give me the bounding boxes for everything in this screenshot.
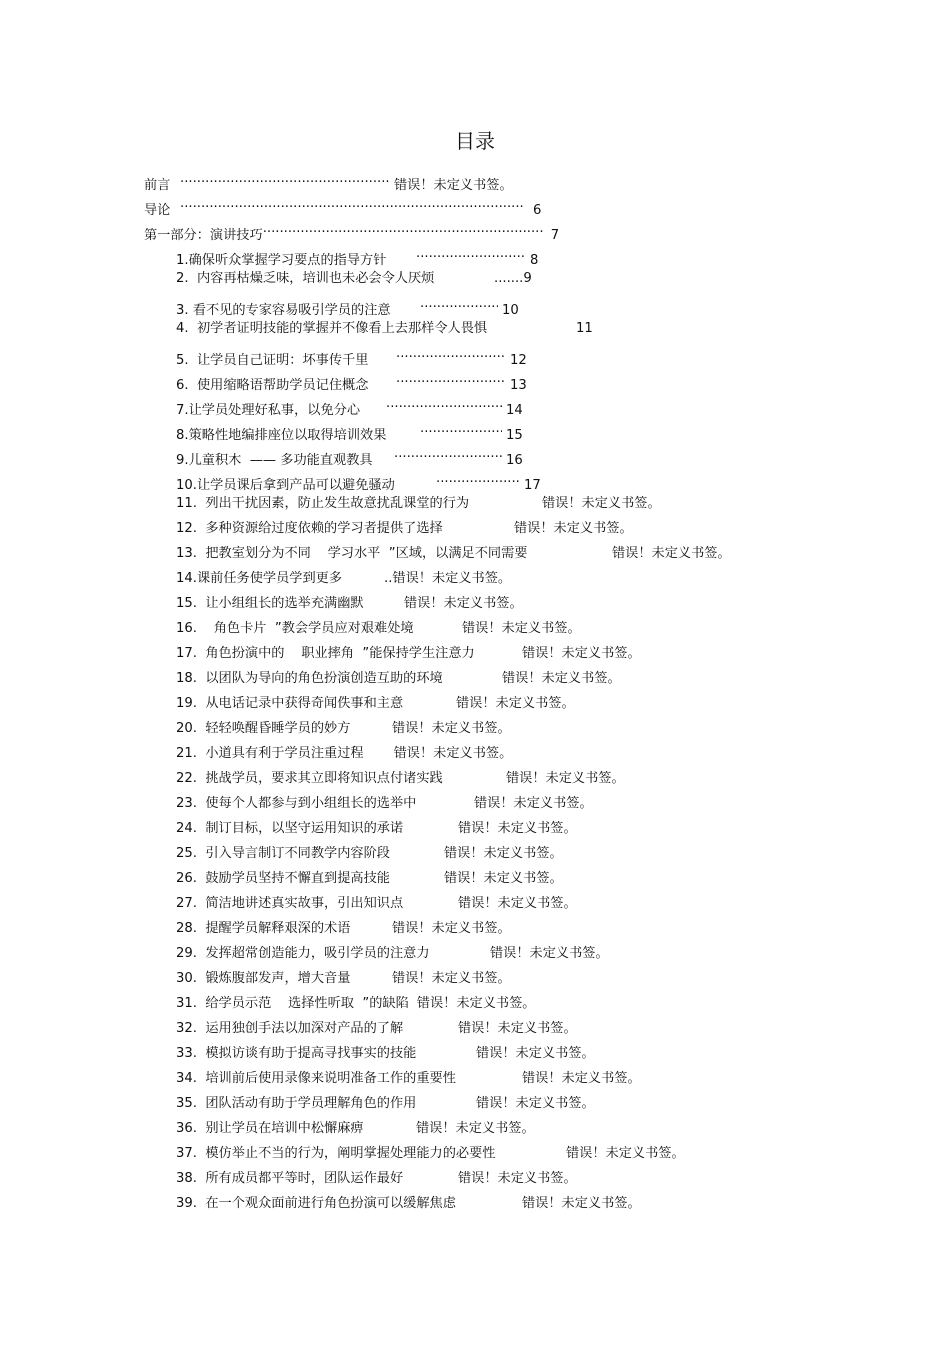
toc-leader-dots xyxy=(180,194,525,214)
toc-leader-dots xyxy=(436,469,520,489)
toc-entry-page: 错误！未定义书签。 xyxy=(416,996,536,1011)
toc-leader-dots xyxy=(396,344,506,364)
toc-entry[interactable] xyxy=(176,769,625,789)
toc-entry[interactable] xyxy=(176,669,621,689)
toc-entry-title: 28. 提醒学员解释艰深的术语 xyxy=(176,921,351,936)
toc-entry-page: 14 xyxy=(506,403,523,418)
toc-entry-title: 35. 团队活动有助于学员理解角色的作用 xyxy=(176,1096,417,1111)
toc-entry-page: 错误！未定义书签。 xyxy=(456,696,575,711)
toc-entry[interactable] xyxy=(176,969,511,989)
toc-entry[interactable] xyxy=(144,169,513,193)
toc-entry-title: 30. 锻炼腹部发声，增大音量 xyxy=(176,971,351,986)
toc-entry[interactable] xyxy=(176,319,593,339)
toc-entry-title: 39. 在一个观众面前进行角色扮演可以缓解焦虑 xyxy=(176,1196,456,1211)
toc-entry-title: 1.确保听众掌握学习要点的指导方针 xyxy=(176,253,387,268)
toc-entry-page: 11 xyxy=(576,321,593,336)
toc-entry-page: 错误！未定义书签。 xyxy=(612,546,731,561)
toc-entry-title: 前言 xyxy=(144,178,171,193)
toc-entry-page: 错误！未定义书签。 xyxy=(506,771,625,786)
toc-leader-dots xyxy=(416,244,526,264)
toc-entry[interactable] xyxy=(176,294,519,318)
toc-entry-title: 31. 给学员示范 选择性听取 ”的缺陷 xyxy=(176,996,409,1011)
toc-entry-page: 12 xyxy=(510,353,527,368)
toc-entry-page: 错误！未定义书签。 xyxy=(444,846,563,861)
toc-entry-page: 错误！未定义书签。 xyxy=(392,721,511,736)
toc-entry-title: 36. 别让学员在培训中松懈麻痹 xyxy=(176,1121,364,1136)
toc-entry-page: 17 xyxy=(524,478,541,493)
toc-entry[interactable] xyxy=(176,594,523,614)
toc-leader-dots xyxy=(386,394,502,414)
toc-leader-dots xyxy=(394,444,502,464)
toc-entry-title: 22. 挑战学员，要求其立即将知识点付诸实践 xyxy=(176,771,443,786)
toc-entry[interactable] xyxy=(176,1094,595,1114)
toc-entry-title: 15. 让小组组长的选举充满幽默 xyxy=(176,596,364,611)
toc-entry-title: 17. 角色扮演中的 职业摔角 ”能保持学生注意力 xyxy=(176,646,475,661)
toc-entry-page: 错误！未定义书签。 xyxy=(542,496,661,511)
toc-entry-page: .......9 xyxy=(494,271,532,286)
toc-leader-dots xyxy=(420,294,498,314)
toc-entry[interactable] xyxy=(176,569,511,589)
toc-entry-page: 错误！未定义书签。 xyxy=(444,871,563,886)
toc-entry-page: 错误！未定义书签。 xyxy=(514,521,633,536)
toc-entry-title: 20. 轻轻唤醒昏睡学员的妙方 xyxy=(176,721,351,736)
toc-entry-title: 2. 内容再枯燥乏味，培训也未必会令人厌烦 xyxy=(176,271,435,286)
toc-entry[interactable] xyxy=(176,369,527,393)
toc-entry-page: 13 xyxy=(510,378,527,393)
toc-entry-title: 37. 模仿举止不当的行为，阐明掌握处理能力的必要性 xyxy=(176,1146,496,1161)
toc-entry[interactable] xyxy=(176,994,535,1014)
toc-entry-title: 29. 发挥超常创造能力，吸引学员的注意力 xyxy=(176,946,430,961)
toc-entry-title: 3. 看不见的专家容易吸引学员的注意 xyxy=(176,303,391,318)
toc-entry[interactable] xyxy=(176,394,523,418)
toc-entry[interactable] xyxy=(176,1144,685,1164)
toc-entry-title: 14.课前任务使学员学到更多 xyxy=(176,571,343,586)
toc-entry[interactable] xyxy=(144,194,542,218)
toc-entry[interactable] xyxy=(176,744,512,764)
toc-entry[interactable] xyxy=(176,1169,577,1189)
toc-entry-page: 错误！未定义书签。 xyxy=(502,671,621,686)
toc-entry-page: 错误！未定义书签。 xyxy=(474,796,593,811)
toc-entry-title: 10.让学员课后拿到产品可以避免骚动 xyxy=(176,478,395,493)
toc-entry-page: 错误！未定义书签。 xyxy=(462,621,581,636)
toc-leader-dots xyxy=(263,219,543,239)
toc-entry-title: 第一部分：演讲技巧 xyxy=(144,228,263,243)
toc-entry-page: 错误！未定义书签。 xyxy=(458,1021,577,1036)
toc-entry[interactable] xyxy=(176,544,731,564)
toc-entry-title: 16. 角色卡片 ”教会学员应对艰难处境 xyxy=(176,621,414,636)
toc-entry-page: 错误！未定义书签。 xyxy=(394,178,513,193)
toc-entry[interactable] xyxy=(176,819,577,839)
toc-entry-page: ..错误！未定义书签。 xyxy=(384,571,512,586)
toc-entry-title: 26. 鼓励学员坚持不懈直到提高技能 xyxy=(176,871,390,886)
toc-entry[interactable] xyxy=(176,1119,535,1139)
toc-entry-page: 错误！未定义书签。 xyxy=(522,1071,641,1086)
toc-entry[interactable] xyxy=(176,719,511,739)
toc-leader-dots xyxy=(396,369,506,389)
toc-entry-title: 23. 使每个人都参与到小组组长的选举中 xyxy=(176,796,417,811)
toc-entry[interactable] xyxy=(176,794,593,814)
toc-entry-title: 4. 初学者证明技能的掌握并不像看上去那样令人畏惧 xyxy=(176,321,488,336)
toc-entry[interactable] xyxy=(176,619,581,639)
toc-entry-page: 错误！未定义书签。 xyxy=(416,1121,535,1136)
toc-entry[interactable] xyxy=(176,694,575,714)
toc-entry[interactable] xyxy=(176,894,577,914)
toc-entry[interactable] xyxy=(176,519,633,539)
toc-leader-dots xyxy=(180,169,390,189)
toc-entry[interactable] xyxy=(176,444,523,468)
toc-entry-page: 错误！未定义书签。 xyxy=(392,921,511,936)
toc-entry-page: 15 xyxy=(506,428,523,443)
toc-entry-page: 错误！未定义书签。 xyxy=(522,646,641,661)
toc-entry[interactable] xyxy=(176,1069,641,1089)
toc-entry-title: 5. 让学员自己证明：坏事传千里 xyxy=(176,353,369,368)
toc-entry[interactable] xyxy=(176,494,661,514)
toc-entry-page: 16 xyxy=(506,453,523,468)
toc-entry-title: 27. 简洁地讲述真实故事，引出知识点 xyxy=(176,896,404,911)
toc-entry-page: 错误！未定义书签。 xyxy=(392,971,511,986)
toc-entry-title: 33. 模拟访谈有助于提高寻找事实的技能 xyxy=(176,1046,417,1061)
toc-entry-title: 12. 多种资源给过度依赖的学习者提供了选择 xyxy=(176,521,443,536)
toc-entry-title: 38. 所有成员都平等时，团队运作最好 xyxy=(176,1171,404,1186)
toc-entry[interactable] xyxy=(176,844,563,864)
toc-entry-page: 7 xyxy=(550,228,560,243)
toc-entry-title: 32. 运用独创手法以加深对产品的了解 xyxy=(176,1021,404,1036)
toc-entry-title: 13. 把教室划分为不同 学习水平 ”区域，以满足不同需要 xyxy=(176,546,528,561)
toc-entry-title: 导论 xyxy=(144,203,171,218)
toc-entry[interactable] xyxy=(176,244,539,268)
toc-entry-title: 11. 列出干扰因素，防止发生故意扰乱课堂的行为 xyxy=(176,496,470,511)
toc-entry-title: 9.儿童积木 —— 多功能直观教具 xyxy=(176,453,373,468)
toc-entry-title: 6. 使用缩略语帮助学员记住概念 xyxy=(176,378,369,393)
toc-entry-title: 7.让学员处理好私事，以免分心 xyxy=(176,403,361,418)
toc-entry[interactable] xyxy=(176,469,541,493)
toc-leader-dots xyxy=(420,419,502,439)
toc-entry[interactable] xyxy=(176,269,532,289)
toc-entry-title: 25. 引入导言制订不同教学内容阶段 xyxy=(176,846,390,861)
toc-entry-title: 24. 制订目标，以坚守运用知识的承诺 xyxy=(176,821,404,836)
toc-entry-page: 错误！未定义书签。 xyxy=(458,821,577,836)
toc-entry[interactable] xyxy=(176,419,523,443)
page-title: 目录 xyxy=(455,129,495,153)
toc-entry-page: 错误！未定义书签。 xyxy=(476,1046,595,1061)
toc-entry[interactable] xyxy=(176,1019,577,1039)
toc-entry[interactable] xyxy=(176,869,563,889)
toc-entry-page: 错误！未定义书签。 xyxy=(490,946,609,961)
toc-entry-title: 18. 以团队为导向的角色扮演创造互助的环境 xyxy=(176,671,443,686)
toc-entry-page: 错误！未定义书签。 xyxy=(458,1171,577,1186)
toc-entry-page: 6 xyxy=(533,203,542,218)
toc-entry[interactable] xyxy=(176,644,641,664)
toc-entry[interactable] xyxy=(176,944,609,964)
toc-entry-title: 34. 培训前后使用录像来说明准备工作的重要性 xyxy=(176,1071,456,1086)
toc-entry[interactable] xyxy=(144,219,560,243)
toc-entry-page: 8 xyxy=(530,253,539,268)
toc-entry-page: 10 xyxy=(502,303,519,318)
toc-entry-title: 19. 从电话记录中获得奇闻佚事和主意 xyxy=(176,696,404,711)
toc-entry-page: 错误！未定义书签。 xyxy=(393,746,513,761)
toc-entry-page: 错误！未定义书签。 xyxy=(566,1146,685,1161)
toc-entry-title: 8.策略性地编排座位以取得培训效果 xyxy=(176,428,387,443)
toc-entry-title: 21. 小道具有利于学员注重过程 xyxy=(176,746,364,761)
toc-entry-page: 错误！未定义书签。 xyxy=(458,896,577,911)
toc-entry-page: 错误！未定义书签。 xyxy=(476,1096,595,1111)
toc-entry[interactable] xyxy=(176,344,527,368)
toc-entry-page: 错误！未定义书签。 xyxy=(404,596,523,611)
toc-entry[interactable] xyxy=(176,1044,595,1064)
toc-entry-page: 错误！未定义书签。 xyxy=(522,1196,641,1211)
toc-entry[interactable] xyxy=(176,1194,641,1214)
toc-entry[interactable] xyxy=(176,919,511,939)
